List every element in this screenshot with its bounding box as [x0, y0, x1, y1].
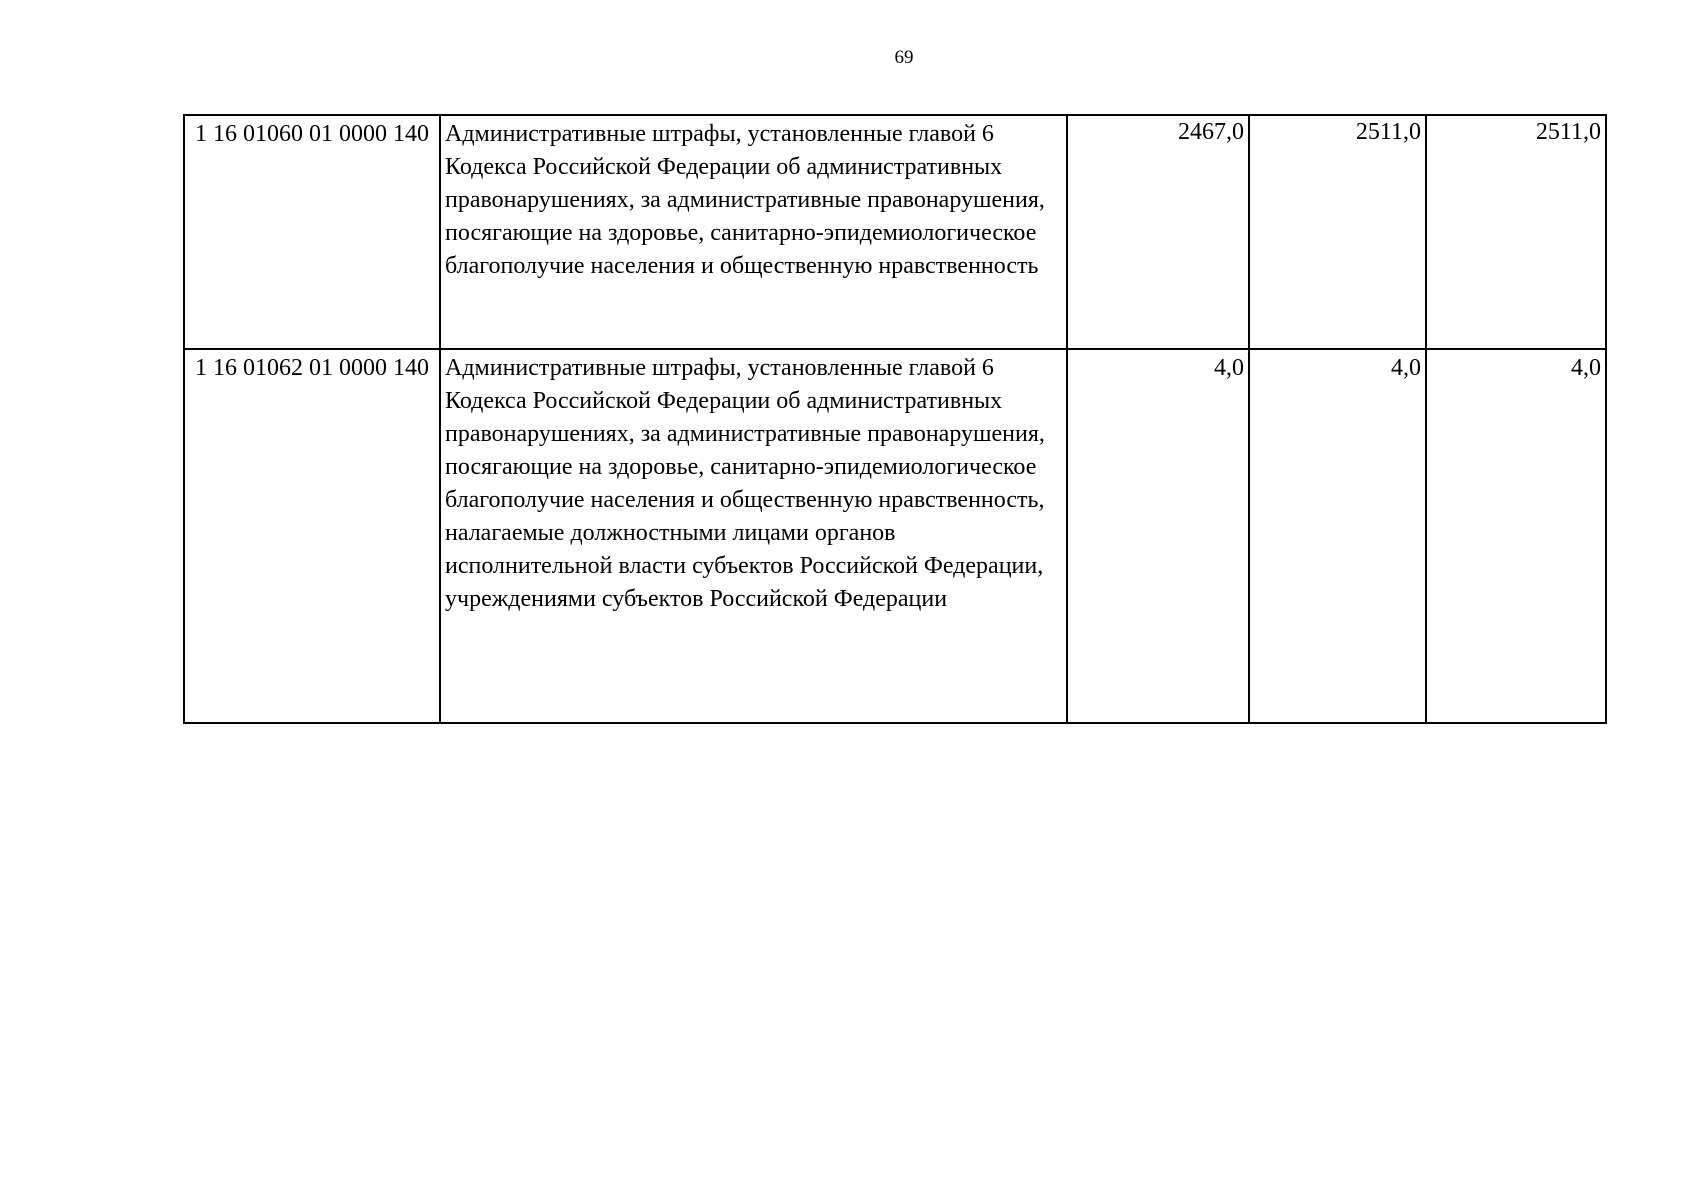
- row-value-1: 4,0: [1067, 349, 1249, 723]
- row-code: 1 16 01060 01 0000 140: [184, 115, 440, 349]
- row-value-2: 4,0: [1249, 349, 1426, 723]
- row-description: Административные штрафы, установленные главой 6 Кодекса Российской Федерации об административных правонарушениях, за административные правонарушения, посягающие на здоровье, санитарно-эпидемиологическое благополучие населения и общественную нравственность: [440, 115, 1067, 349]
- row-code: 1 16 01062 01 0000 140: [184, 349, 440, 723]
- page-number: 69: [894, 47, 914, 68]
- row-value-2: 2511,0: [1249, 115, 1426, 349]
- budget-table: [183, 114, 1607, 724]
- table-row: [184, 115, 1606, 349]
- row-value-1: 2467,0: [1067, 115, 1249, 349]
- row-value-3: 2511,0: [1426, 115, 1606, 349]
- table-row: [184, 349, 1606, 723]
- row-value-3: 4,0: [1426, 349, 1606, 723]
- row-description: Административные штрафы, установленные главой 6 Кодекса Российской Федерации об административных правонарушениях, за административные правонарушения, посягающие на здоровье, санитарно-эпидемиологическое благополучие населения и общественную нравственность, налагаемые должностными лицами органов исполнительной власти субъектов Российской Федерации, учреждениями субъектов Российской Федерации: [440, 349, 1067, 723]
